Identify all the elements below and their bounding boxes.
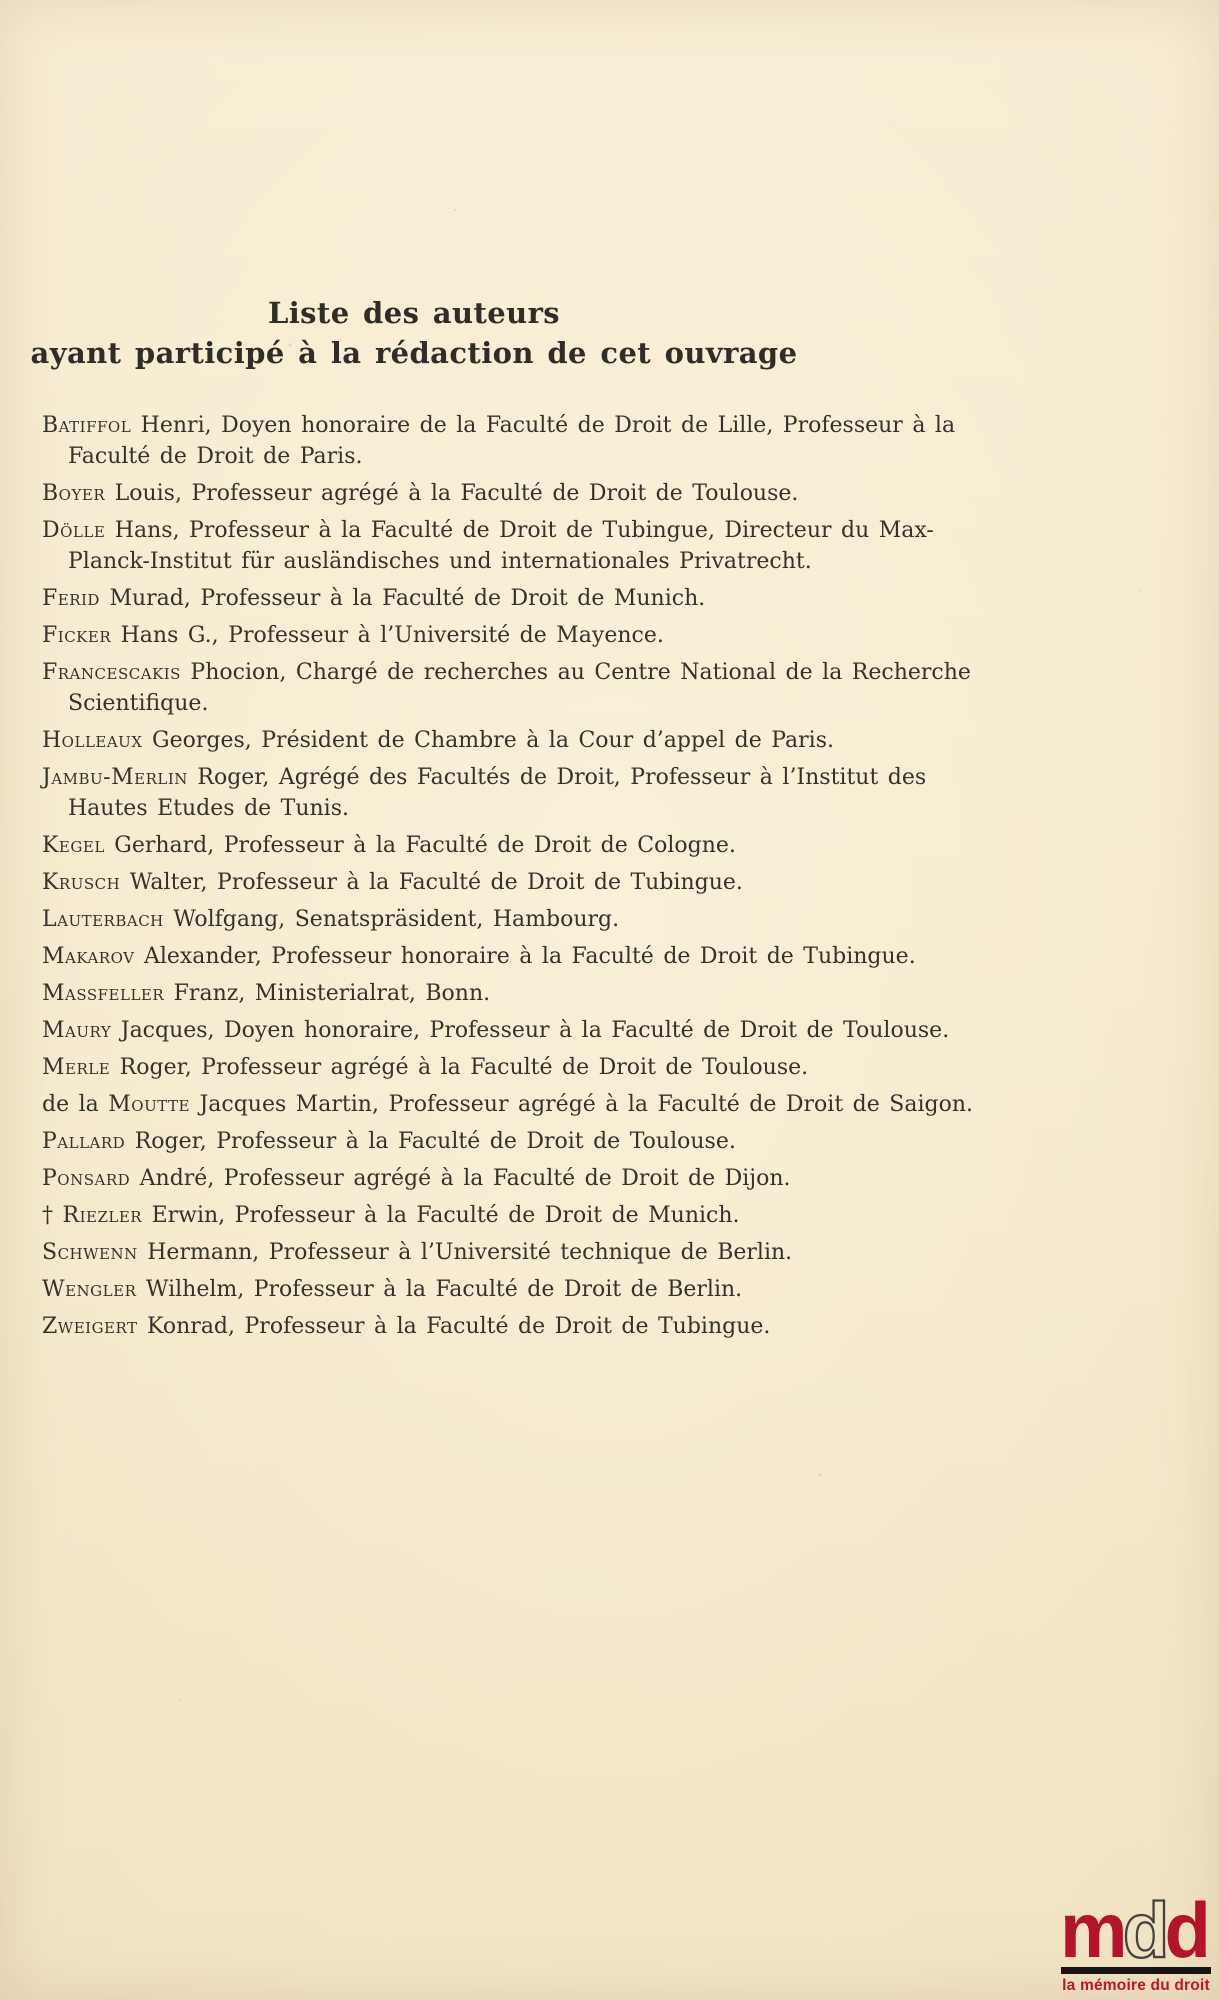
author-surname: Pallard [42,1129,126,1154]
author-surname: Jambu-Merlin [42,765,188,790]
author-surname: Ficker [42,623,112,648]
author-description: Konrad, Professeur à la Faculté de Droit de Tubingue. [137,1314,771,1339]
author-entry [42,583,1189,614]
author-entry [42,1274,1189,1305]
author-description-continued: Faculté de Droit de Paris. [68,444,363,469]
author-entry [42,762,1189,824]
author-surname: Krusch [42,870,121,895]
author-description: Georges, Président de Chambre à la Cour d’appel de Paris. [142,728,834,753]
author-description-continued: Scientifique. [68,691,209,716]
author-surname: Holleaux [42,728,143,753]
author-surname: Makarov [42,944,135,969]
author-entry [42,515,1189,577]
author-description: Wolfgang, Senatspräsident, Hambourg. [163,907,620,932]
author-entry [42,1163,1189,1194]
author-description: André, Professeur agrégé à la Faculté de Droit de Dijon. [130,1166,791,1191]
author-description: Hermann, Professeur à l’Université technique de Berlin. [137,1240,793,1265]
author-description: Jacques, Doyen honoraire, Professeur à la Faculté de Droit de Toulouse. [111,1018,950,1043]
author-surname: Dölle [42,518,106,543]
author-surname: Batiffol [42,413,132,438]
author-description: Louis, Professeur agrégé à la Faculté de Droit de Toulouse. [105,481,799,506]
title-line-2: ayant participé à la rédaction de cet ouvrage [30,336,798,370]
author-entry [42,1015,1189,1046]
author-entry [42,478,1189,509]
author-entry [42,941,1189,972]
author-description: Hans G., Professeur à l’Université de Mayence. [111,623,664,648]
author-entry [42,725,1189,756]
author-description: Phocion, Chargé de recherches au Centre National de la Recherche [180,660,971,685]
author-description: Alexander, Professeur honoraire à la Faculté de Droit de Tubingue. [134,944,916,969]
author-surname: Kegel [42,833,105,858]
author-entry [42,1311,1189,1342]
mdd-logo [1060,1895,1212,1995]
author-surname: Lauterbach [42,907,164,932]
author-description: Gerhard, Professeur à la Faculté de Droit de Cologne. [104,833,736,858]
author-surname: Riezler [62,1203,143,1228]
author-entry [42,904,1189,935]
author-surname: Merle [42,1055,111,1080]
author-entry [42,867,1189,898]
author-description: Murad, Professeur à la Faculté de Droit de Munich. [99,586,706,611]
logo-divider [1061,1967,1211,1974]
svg-text:mdd: mdd [1060,1895,1207,1965]
author-description: Wilhelm, Professeur à la Faculté de Droit de Berlin. [136,1277,743,1302]
mdd-logo-letters [1060,1895,1212,1965]
author-description: Roger, Professeur agrégé à la Faculté de Droit de Toulouse. [110,1055,809,1080]
author-entry [42,657,1189,719]
logo-tagline: la mémoire du droit [1062,1977,1210,1994]
author-description-continued: Planck-Institut für ausländisches und internationales Privatrecht. [68,549,812,574]
author-entry [42,1052,1189,1083]
author-surname: Ponsard [42,1166,131,1191]
author-name-prefix: † [42,1203,63,1228]
author-entry [42,1089,1189,1120]
author-surname: Francescakis [42,660,181,685]
author-surname: Zweigert [42,1314,138,1339]
author-surname: Boyer [42,481,106,506]
author-entry [42,620,1189,651]
author-surname: Massfeller [42,981,165,1006]
author-entry [42,1200,1189,1231]
author-description: Roger, Agrégé des Facultés de Droit, Professeur à l’Institut des [187,765,927,790]
author-description: Erwin, Professeur à la Faculté de Droit de Munich. [142,1203,740,1228]
author-description-continued: Hautes Etudes de Tunis. [68,796,349,821]
author-list [42,410,1189,1348]
author-surname: Ferid [42,586,100,611]
author-surname: Maury [42,1018,112,1043]
page-title [28,293,800,373]
author-description: Franz, Ministerialrat, Bonn. [164,981,491,1006]
author-description: Hans, Professeur à la Faculté de Droit de Tubingue, Directeur du Max- [105,518,934,543]
author-description: Jacques Martin, Professeur agrégé à la Faculté de Droit de Saigon. [189,1092,973,1117]
author-description: Roger, Professeur à la Faculté de Droit de Toulouse. [125,1129,736,1154]
author-entry [42,1237,1189,1268]
author-entry [42,830,1189,861]
author-entry [42,410,1189,472]
author-surname: Schwenn [42,1240,138,1265]
author-entry [42,978,1189,1009]
author-description: Henri, Doyen honoraire de la Faculté de Droit de Lille, Professeur à la [131,413,956,438]
author-surname: Wengler [42,1277,137,1302]
author-name-prefix: de la [42,1092,109,1117]
author-surname: Moutte [108,1092,190,1117]
title-line-1: Liste des auteurs [267,296,561,330]
author-description: Walter, Professeur à la Faculté de Droit de Tubingue. [120,870,743,895]
author-entry [42,1126,1189,1157]
